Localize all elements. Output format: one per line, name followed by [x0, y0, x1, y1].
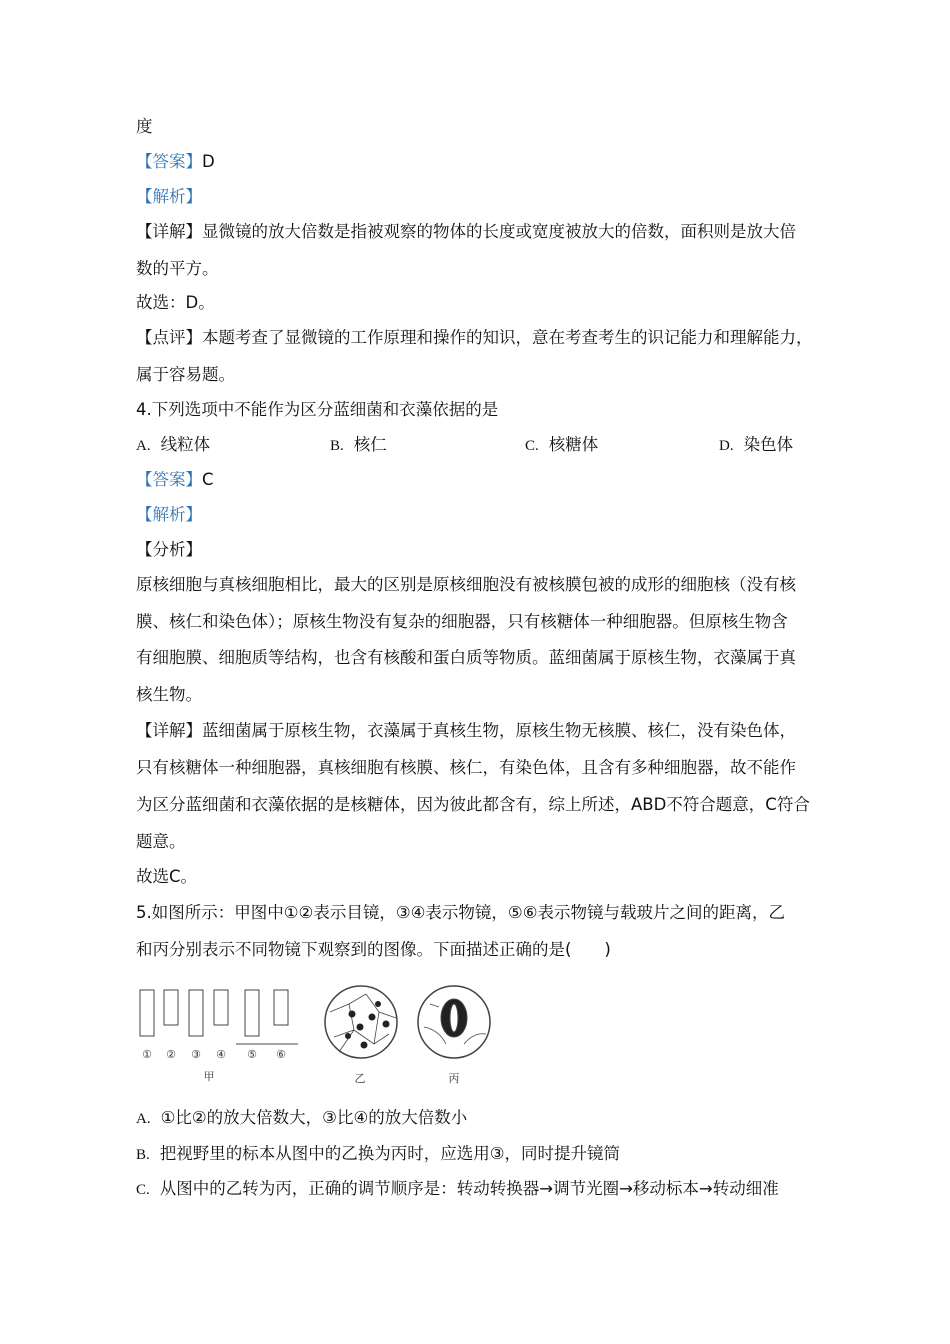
text-line: 为区分蓝细菌和衣藻依据的是核糖体，因为彼此都含有，综上所述，ABD不符合题意，C符合 [136, 795, 810, 814]
view-yi [325, 986, 397, 1058]
label-bing: 丙 [448, 1072, 460, 1085]
svg-text:⑥: ⑥ [276, 1048, 286, 1061]
text-line: 【点评】本题考查了显微镜的工作原理和操作的知识，意在考查考生的识记能力和理解能力， [136, 328, 813, 347]
text-line: 故选C。 [136, 867, 198, 886]
answer-tag: 【答案】 [136, 470, 202, 489]
text-line: 【分析】 [136, 540, 202, 559]
answer-line [136, 469, 214, 491]
question-5: 5.如图所示：甲图中①②表示目镜，③④表示物镜，⑤⑥表示物镜与载玻片之间的距离，乙 [136, 903, 785, 922]
eyepiece-1 [140, 990, 154, 1036]
q4-option-d: D. 染色体 [719, 435, 794, 454]
objective-3 [189, 990, 203, 1036]
question-4: 4.下列选项中不能作为区分蓝细菌和衣藻依据的是 [136, 400, 499, 419]
objective-4 [214, 990, 228, 1025]
text-line: 只有核糖体一种细胞器，真核细胞有核膜、核仁，有染色体，且含有多种细胞器，故不能作 [136, 758, 796, 777]
view-bing [418, 986, 490, 1058]
text-line: 度 [136, 117, 153, 136]
analysis-tag: 【解析】 [136, 505, 202, 524]
svg-text:③: ③ [191, 1048, 201, 1061]
q4-option-a: A. 线粒体 [136, 435, 211, 454]
text-line: 膜、核仁和染色体）；原核生物没有复杂的细胞器，只有核糖体一种细胞器。但原核生物含 [136, 612, 788, 631]
label-jia: 甲 [203, 1070, 215, 1083]
svg-text:⑤: ⑤ [247, 1048, 257, 1061]
text-line: 和丙分别表示不同物镜下观察到的图像。下面描述正确的是( ) [136, 940, 611, 959]
text-line: 原核细胞与真核细胞相比，最大的区别是原核细胞没有被核膜包被的成形的细胞核（没有核 [136, 575, 796, 594]
svg-text:④: ④ [216, 1048, 226, 1061]
svg-text:②: ② [166, 1048, 176, 1061]
q5-option-b: B. 把视野里的标本从图中的乙换为丙时，应选用③，同时提升镜筒 [136, 1144, 621, 1163]
microscope-figure [134, 982, 504, 1092]
text-line: 故选：D。 [136, 293, 215, 312]
q5-option-c: C. 从图中的乙转为丙，正确的调节顺序是：转动转换器→调节光圈→移动标本→转动细准 [136, 1179, 779, 1198]
text-line: 核生物。 [136, 685, 202, 704]
text-line: 数的平方。 [136, 259, 219, 278]
answer-value: D [202, 152, 215, 171]
label-yi: 乙 [354, 1072, 366, 1085]
answer-tag: 【答案】 [136, 152, 202, 171]
objective-distance-6 [274, 990, 288, 1025]
svg-text:①: ① [142, 1048, 152, 1061]
answer-line [136, 151, 215, 173]
text-line: 【详解】显微镜的放大倍数是指被观察的物体的长度或宽度被放大的倍数，面积则是放大倍 [136, 222, 796, 241]
answer-value: C [202, 470, 214, 489]
text-line: 属于容易题。 [136, 365, 235, 384]
analysis-tag: 【解析】 [136, 187, 202, 206]
objective-distance-5 [245, 990, 259, 1036]
q4-option-c: C. 核糖体 [525, 435, 599, 454]
eyepiece-2 [164, 990, 178, 1025]
text-line: 题意。 [136, 832, 186, 851]
text-line: 有细胞膜、细胞质等结构，也含有核酸和蛋白质等物质。蓝细菌属于原核生物，衣藻属于真 [136, 648, 796, 667]
q4-option-b: B. 核仁 [330, 435, 387, 454]
q5-option-a: A. ①比②的放大倍数大，③比④的放大倍数小 [136, 1108, 468, 1127]
text-line: 【详解】蓝细菌属于原核生物，衣藻属于真核生物，原核生物无核膜、核仁，没有染色体， [136, 721, 796, 740]
